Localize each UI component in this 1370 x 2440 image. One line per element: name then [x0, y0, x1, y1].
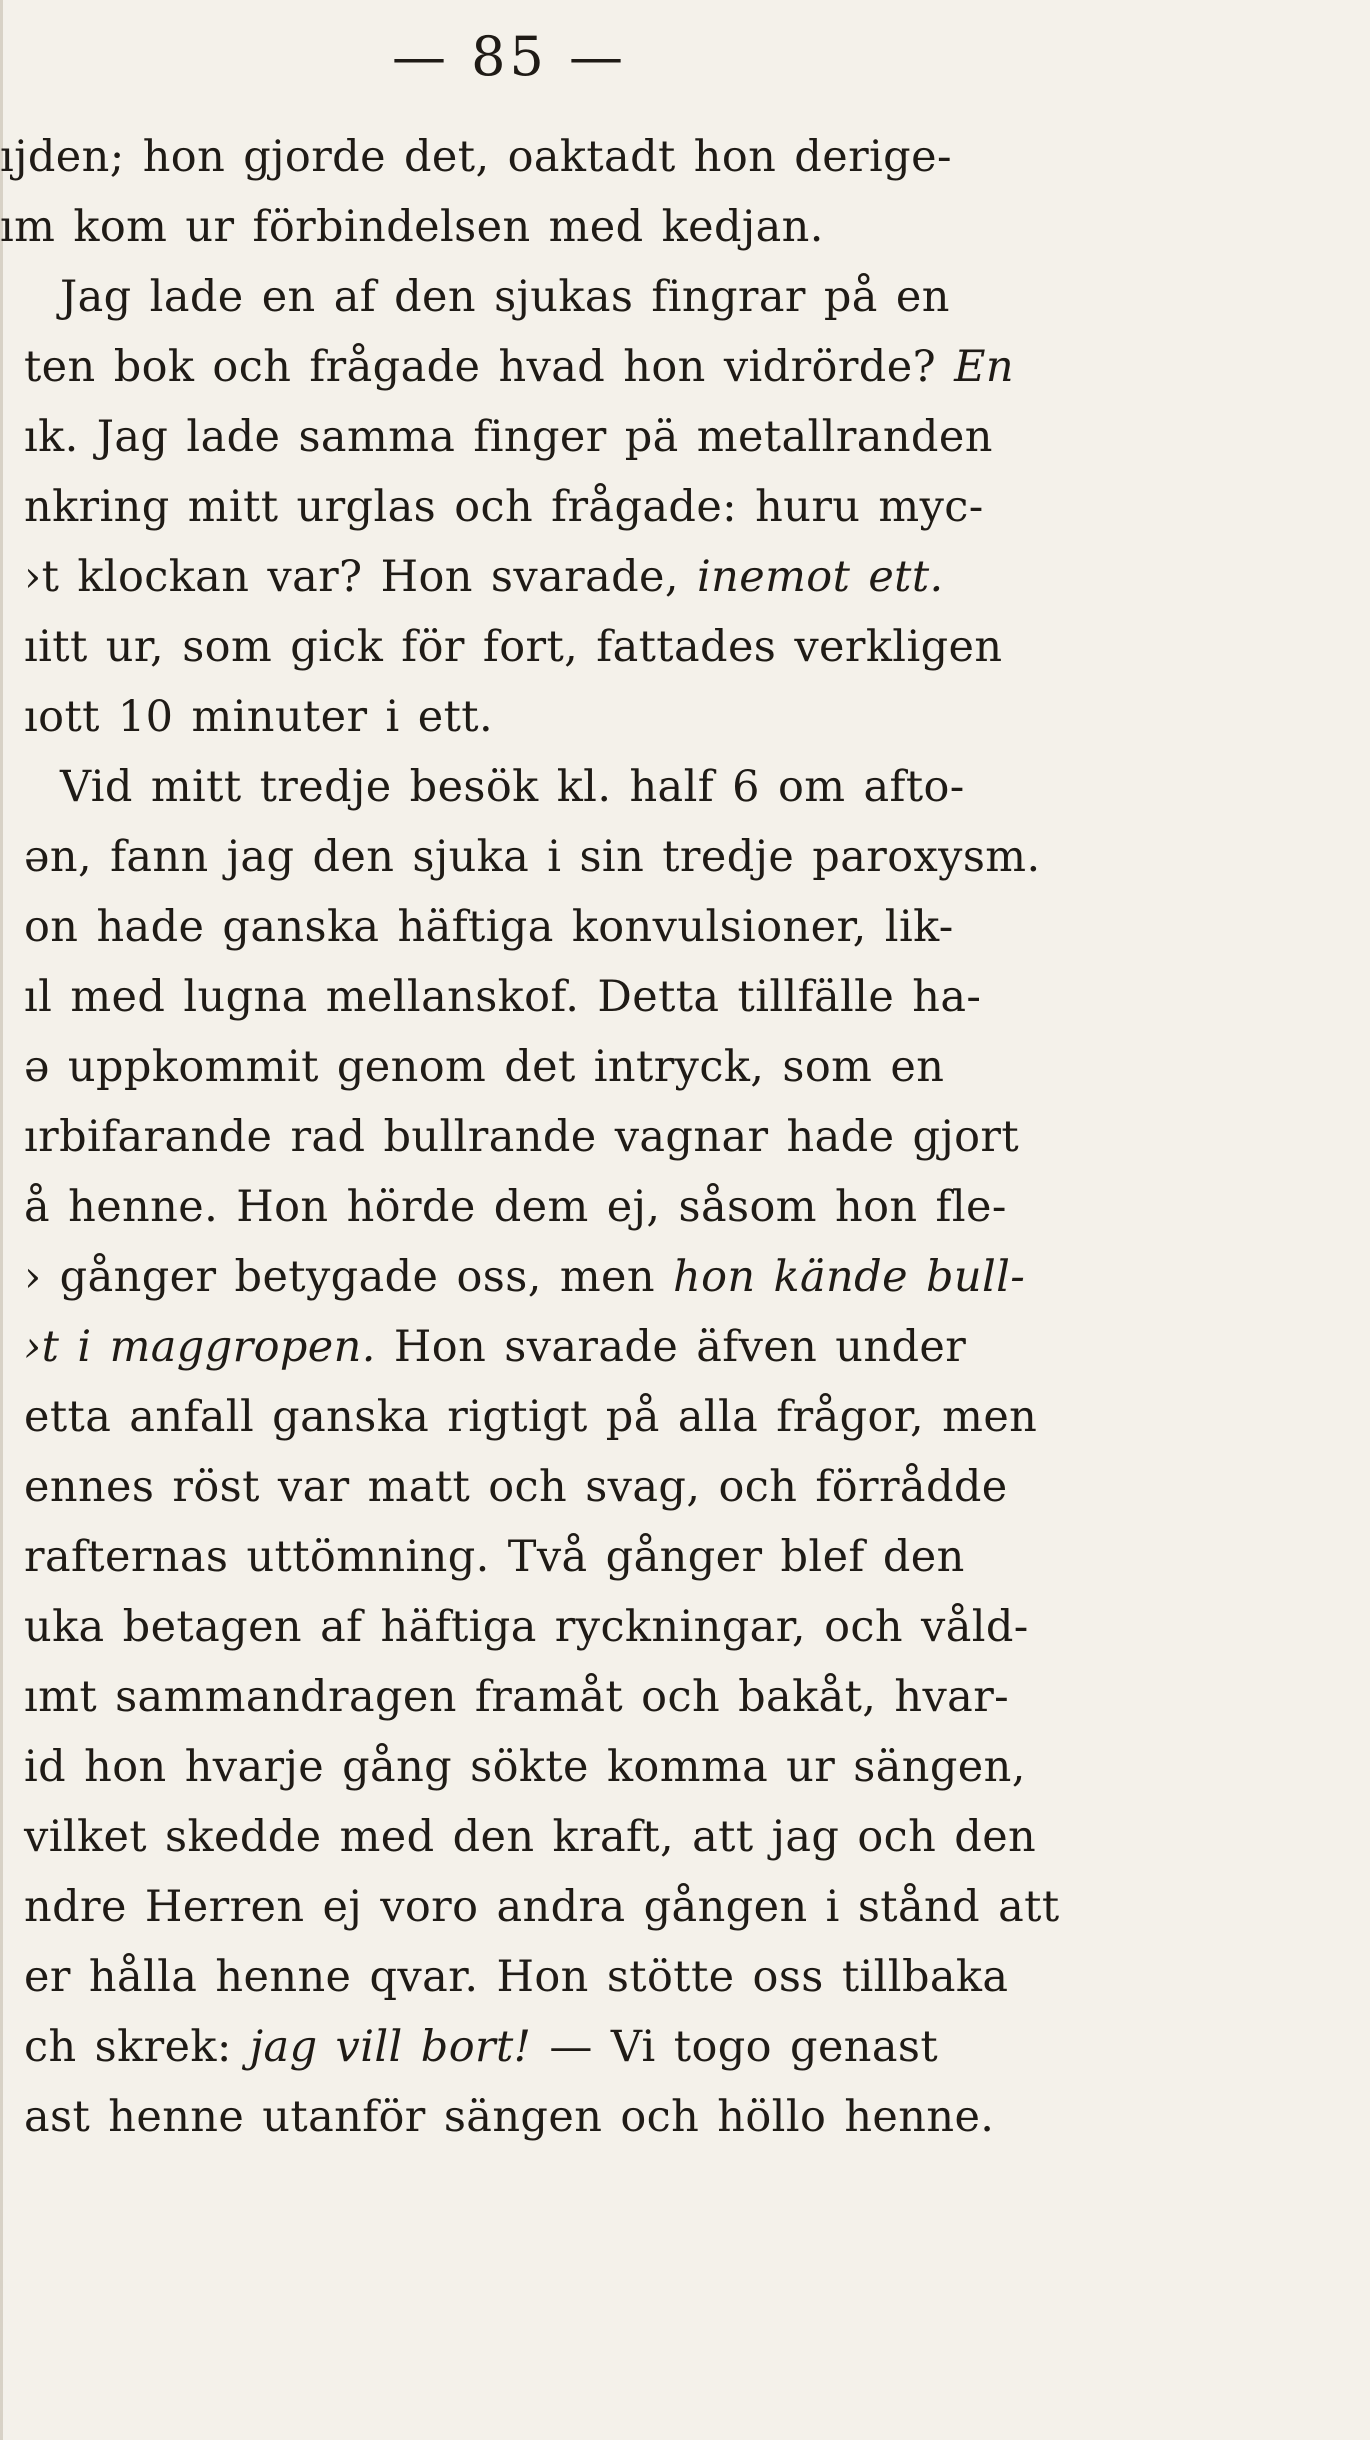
text-line [0, 192, 1360, 262]
line-text: er hålla henne qvar. Hon stötte oss tillbaka [24, 1952, 1009, 2002]
text-line [0, 822, 1360, 892]
line-text-after: — Vi togo genast [531, 2022, 939, 2072]
text-line [0, 1802, 1360, 1872]
line-text: ch skrek: [24, 2022, 250, 2072]
italic-phrase: inemot ett. [697, 552, 944, 602]
line-text: nkring mitt urglas och frågade: huru myc- [24, 482, 984, 532]
text-line [0, 1172, 1360, 1242]
text-line [0, 1662, 1360, 1732]
italic-phrase: hon kände bull- [673, 1252, 1026, 1302]
text-line [0, 542, 1360, 612]
line-text: ımt sammandragen framåt och bakåt, hvar- [24, 1672, 1010, 1722]
text-line [0, 1522, 1360, 1592]
body-text [0, 122, 1360, 2152]
text-line [0, 1312, 1360, 1382]
italic-phrase: En [954, 342, 1014, 392]
line-text: ə uppkommit genom det intryck, som en [24, 1042, 945, 1092]
line-text: ırbifarande rad bullrande vagnar hade gjort [24, 1112, 1020, 1162]
line-text: id hon hvarje gång sökte komma ur sängen, [24, 1742, 1026, 1792]
line-text: ›t klockan var? Hon svarade, [24, 552, 698, 602]
text-line [0, 122, 1360, 192]
page-number: — 85 — [392, 25, 628, 88]
line-text: Vid mitt tredje besök kl. half 6 om afto- [60, 762, 965, 812]
text-line [0, 332, 1360, 402]
line-text: uka betagen af häftiga ryckningar, och våld- [24, 1602, 1029, 1652]
line-text: ıott 10 minuter i ett. [24, 692, 494, 742]
line-text: Jag lade en af den sjukas fingrar på en [60, 272, 950, 322]
line-text: å henne. Hon hörde dem ej, såsom hon fle- [24, 1182, 1007, 1232]
line-text: Hon svarade äfven under [375, 1322, 967, 1372]
text-line [0, 682, 1360, 752]
line-text: on hade ganska häftiga konvulsioner, lik- [24, 902, 954, 952]
text-line [0, 1452, 1360, 1522]
text-line [0, 752, 1360, 822]
text-line [0, 962, 1360, 1032]
line-text: etta anfall ganska rigtigt på alla frågor, men [24, 1392, 1038, 1442]
text-line [0, 1382, 1360, 1452]
text-line [0, 402, 1360, 472]
text-line [0, 1872, 1360, 1942]
text-line [0, 612, 1360, 682]
text-line [0, 1732, 1360, 1802]
line-text: ennes röst var matt och svag, och förrådde [24, 1462, 1008, 1512]
line-text: rafternas uttömning. Två gånger blef den [24, 1532, 965, 1582]
line-text: ten bok och frågade hvad hon vidrörde? [24, 342, 955, 392]
line-text: vilket skedde med den kraft, att jag och den [24, 1812, 1037, 1862]
text-line [0, 1102, 1360, 1172]
text-line [0, 2082, 1360, 2152]
text-line [0, 1242, 1360, 1312]
line-text: ım kom ur förbindelsen med kedjan. [0, 202, 824, 252]
text-line [0, 1032, 1360, 1102]
text-line [0, 1942, 1360, 2012]
text-line [0, 1592, 1360, 1662]
line-text: ık. Jag lade samma finger pä metallranden [24, 412, 993, 462]
italic-phrase: jag vill bort! [249, 2022, 532, 2072]
line-text: ıl med lugna mellanskof. Detta tillfälle ha- [24, 972, 982, 1022]
line-text: › gånger betygade oss, men [24, 1252, 674, 1302]
text-line [0, 472, 1360, 542]
line-text: ndre Herren ej voro andra gången i stånd att [24, 1882, 1060, 1932]
line-text: ast henne utanför sängen och höllo henne. [24, 2092, 995, 2142]
text-line [0, 892, 1360, 962]
italic-phrase: ›t i maggropen. [24, 1322, 376, 1372]
text-line [0, 2012, 1360, 2082]
text-line [0, 262, 1360, 332]
line-text: ıjden; hon gjorde det, oaktadt hon derige- [0, 132, 952, 182]
line-text: ən, fann jag den sjuka i sin tredje paroxysm. [24, 832, 1041, 882]
line-text: ıitt ur, som gick för fort, fattades verkligen [24, 622, 1003, 672]
